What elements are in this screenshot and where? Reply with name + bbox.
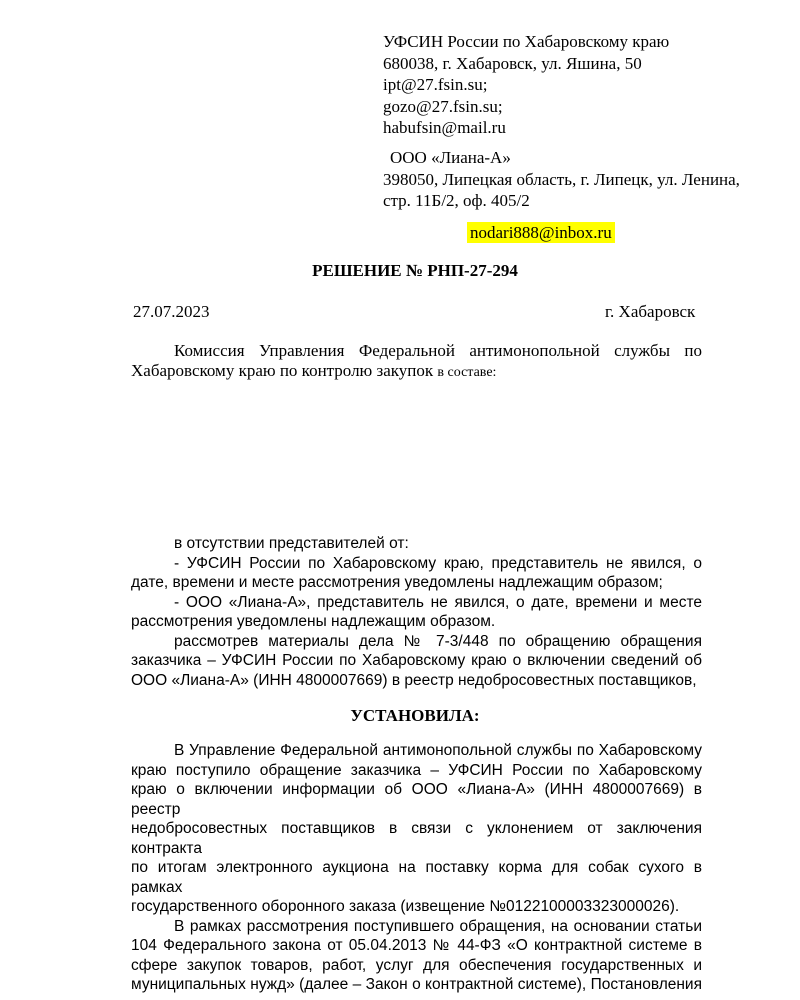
absence-paragraph (131, 534, 702, 690)
document-date: 27.07.2023 (133, 302, 210, 321)
document-title: РЕШЕНИЕ № РНП-27-294 (312, 261, 518, 280)
commission-paragraph (131, 341, 702, 382)
recipient1-org: УФСИН России по Хабаровскому краю (383, 32, 670, 51)
p1-line3: краю о включении информации об ООО «Лиана-А» (ИНН 4800007669) в реестр (131, 781, 702, 818)
absence-intro: в отсутствии представителей от: (174, 535, 409, 552)
recipient1-email1[interactable]: ipt@27.fsin.su; (383, 75, 488, 94)
recipient1-address: 680038, г. Хабаровск, ул. Яшина, 50 (383, 53, 642, 73)
absence-item1-line1: - УФСИН России по Хабаровскому краю, представитель не явился, о (174, 554, 702, 572)
recipient1-block (383, 31, 669, 139)
p2-line2: 104 Федерального закона от 05.04.2013 № 44-ФЗ «О контрактной системе в (131, 937, 702, 954)
p1-line1: В Управление Федеральной антимонопольной службы по Хабаровскому (174, 742, 702, 759)
p1-line5: по итогам электронного аукциона на поставку корма для собак сухого в рамках (131, 859, 702, 896)
recipient2-address-line1: 398050, Липецкая область, г. Липецк, ул. Ленина, (383, 169, 740, 189)
absence-item2-line1: - ООО «Лиана-А», представитель не явился, о дате, времени и месте (174, 593, 702, 611)
recipient2-org: ООО «Лиана-А» (390, 148, 511, 167)
p1-line4: недобросовестных поставщиков в связи с уклонением от заключения контракта (131, 820, 702, 857)
body-paragraphs (131, 741, 702, 995)
p2-line3: сфере закупок товаров, работ, услуг для обеспечения государственных и (131, 956, 702, 974)
absence-item1-line2: дате, времени и месте рассмотрения уведомлены надлежащим образом; (131, 574, 663, 591)
recipient1-email3[interactable]: habufsin@mail.ru (383, 118, 506, 137)
recipient1-email2[interactable]: gozo@27.fsin.su; (383, 96, 503, 116)
absence-item2-line2: рассмотрения уведомлены надлежащим образом. (131, 613, 496, 630)
p2-line4: муниципальных нужд» (далее – Закон о контрактной системе), Постановления (131, 976, 702, 993)
commission-line2: Хабаровскому краю по контролю закупок в составе: (131, 360, 497, 380)
review-line3: ООО «Лиана-А» (ИНН 4800007669) в реестр недобросовестных поставщиков, (131, 671, 697, 689)
commission-line1: Комиссия Управления Федеральной антимонопольной службы по (174, 341, 702, 360)
p1-line6: государственного оборонного заказа (извещение №0122100003323000026). (131, 898, 680, 915)
review-line2: заказчика – УФСИН России по Хабаровскому краю о включении сведений об (131, 652, 702, 669)
p1-line2: краю поступило обращение заказчика – УФСИН России по Хабаровскому (131, 761, 702, 779)
review-line1: рассмотрев материалы дела № 7-3/448 по обращению обращения (174, 632, 702, 650)
document-city: г. Хабаровск (605, 302, 696, 321)
recipient2-email-highlight[interactable]: nodari888@inbox.ru (467, 222, 615, 243)
recipient2-block (383, 147, 740, 212)
recipient2-address-line2: стр. 11Б/2, оф. 405/2 (383, 191, 530, 210)
p2-line1: В рамках рассмотрения поступившего обращения, на основании статьи (174, 917, 702, 935)
section-heading: УСТАНОВИЛА: (350, 706, 480, 725)
